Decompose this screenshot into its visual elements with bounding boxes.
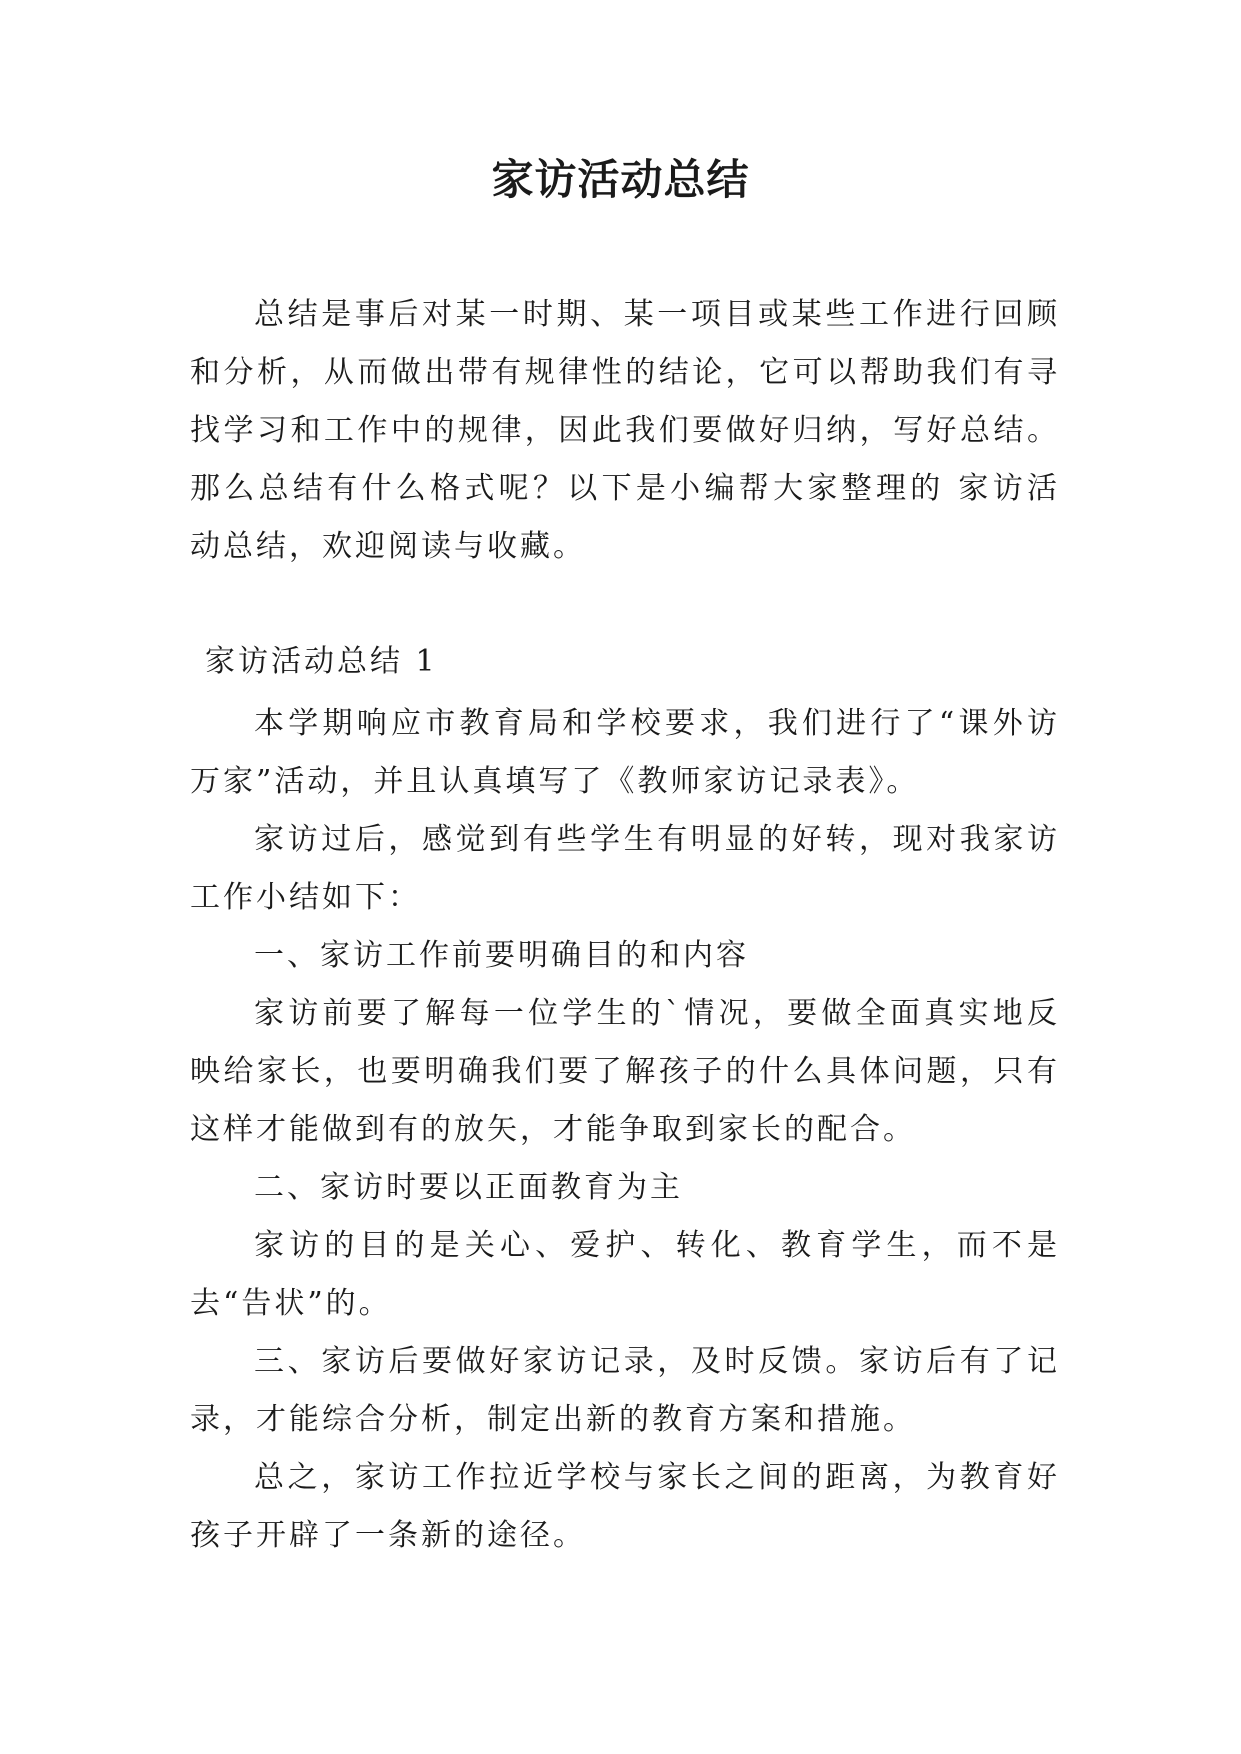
subheading-purpose: 一、家访工作前要明确目的和内容 [254,938,749,973]
paragraph-conclusion: 总之，家访工作拉近学校与家长之间的距离，为教育好孩子开辟了一条新的途径。 [190,1460,1060,1553]
intro-paragraph: 总结是事后对某一时期、某一项目或某些工作进行回顾和分析，从而做出带有规律性的结论，它可以帮助我们有寻找学习和工作中的规律，因此我们要做好归纳，写好总结。那么总结有什么格式呢？以下是小编帮大家整理的 家访活动总结，欢迎阅读与收藏。 [190,297,1060,564]
document-title: 家访活动总结 [491,155,750,204]
subheading-positive-education: 二、家访时要以正面教育为主 [254,1170,683,1205]
section-body [190,695,1060,1565]
paragraph-summary-intro: 家访过后，感觉到有些学生有明显的好转，现对我家访工作小结如下： [190,822,1060,915]
section-heading: 家访活动总结 1 [205,644,438,679]
paragraph-positive-education: 家访的目的是关心、爱护、转化、教育学生，而不是去“告状”的。 [190,1228,1060,1321]
paragraph-response: 本学期响应市教育局和学校要求，我们进行了“课外访万家”活动，并且认真填写了《教师家访记录表》。 [190,706,1060,799]
paragraph-records-feedback: 三、家访后要做好家访记录，及时反馈。家访后有了记录，才能综合分析，制定出新的教育方案和措施。 [190,1344,1060,1437]
paragraph-purpose: 家访前要了解每一位学生的`情况，要做全面真实地反映给家长，也要明确我们要了解孩子的什么具体问题，只有这样才能做到有的放矢，才能争取到家长的配合。 [190,996,1060,1147]
